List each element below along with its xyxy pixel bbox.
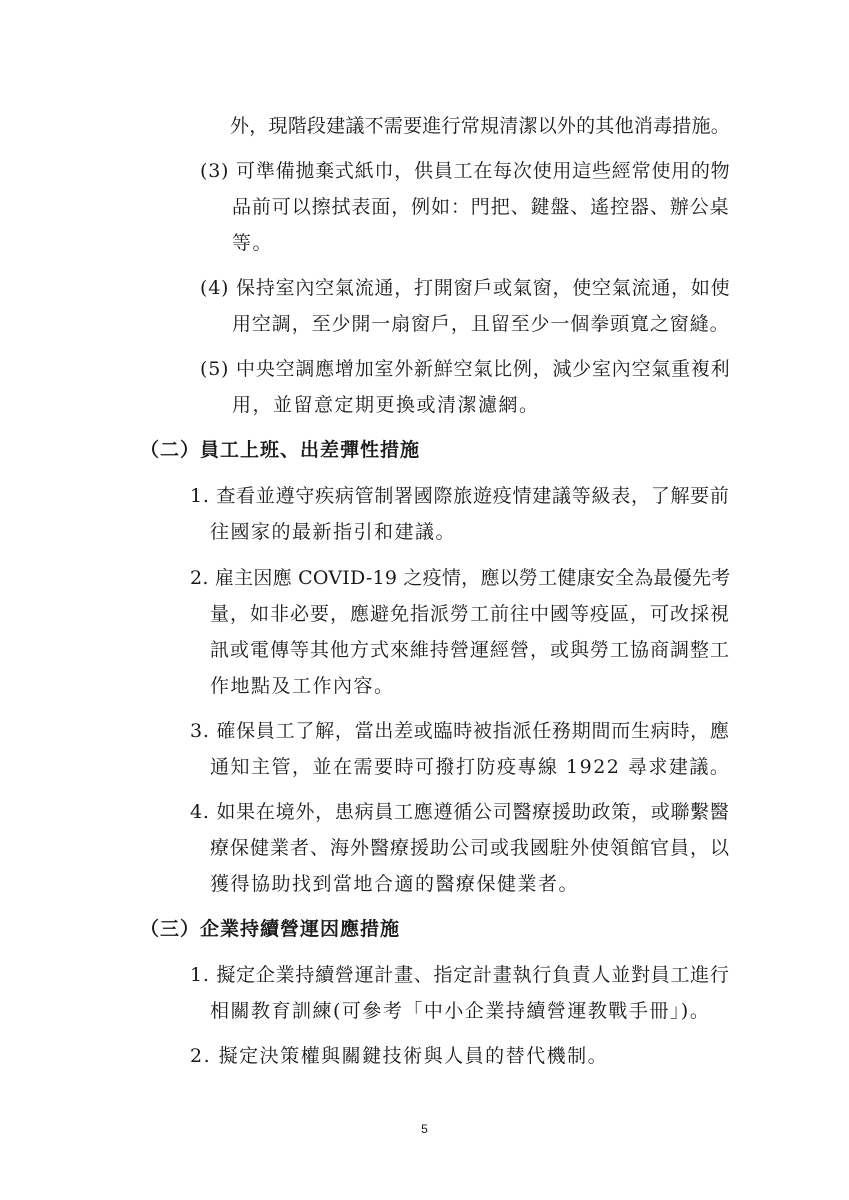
text-line: 品前可以擦拭表面，例如：門把、鍵盤、遙控器、辦公桌 (232, 196, 730, 218)
section-heading: （二）員工上班、出差彈性措施 (140, 439, 421, 461)
text-line: 訊或電傳等其他方式來維持營運經營，或與勞工協商調整工 (210, 639, 731, 661)
text-line: 往國家的最新指引和建議。 (210, 521, 457, 543)
text-line: 4. 如果在境外，患病員工應遵循公司醫療援助政策，或聯繫醫 (190, 801, 730, 823)
text-line: 通知主管，並在需要時可撥打防疫專線 1922 尋求建議。 (210, 756, 731, 778)
text-line: 1. 擬定企業持續營運計畫、指定計畫執行負責人並對員工進行 (190, 964, 730, 986)
text-line: 獲得協助找到當地合適的醫療保健業者。 (210, 873, 580, 895)
text-line: (4) 保持室內空氣流通，打開窗戶或氣窗，使空氣流通，如使 (200, 277, 731, 299)
text-line: 相關教育訓練(可參考「中小企業持續營運教戰手冊」)。 (210, 1000, 711, 1022)
text-line: 量，如非必要，應避免指派勞工前往中國等疫區，可改採視 (210, 603, 731, 625)
text-line: 3. 確保員工了解，當出差或臨時被指派任務期間而生病時，應 (190, 720, 730, 742)
text-line: 2. 擬定決策權與關鍵技術與人員的替代機制。 (190, 1045, 609, 1067)
text-line: 用空調，至少開一扇窗戶，且留至少一個拳頭寬之窗縫。 (232, 313, 730, 335)
text-line: (5) 中央空調應增加室外新鮮空氣比例，減少室內空氣重複利 (200, 358, 731, 380)
text-line: 外，現階段建議不需要進行常規清潔以外的其他消毒措施。 (230, 115, 731, 137)
text-line: (3) 可準備拋棄式紙巾，供員工在每次使用這些經常使用的物 (200, 160, 731, 182)
page-number: 5 (421, 1122, 428, 1136)
text-line: 1. 查看並遵守疾病管制署國際旅遊疫情建議等級表，了解要前 (190, 485, 730, 507)
text-line: 作地點及工作內容。 (210, 675, 395, 697)
section-heading: （三）企業持續營運因應措施 (140, 918, 401, 940)
text-line: 用，並留意定期更換或清潔濾網。 (232, 394, 540, 416)
text-line: 療保健業者、海外醫療援助公司或我國駐外使領館官員，以 (210, 837, 731, 859)
text-line: 等。 (232, 232, 274, 254)
text-line: 2. 雇主因應 COVID-19 之疫情，應以勞工健康安全為最優先考 (190, 567, 731, 589)
